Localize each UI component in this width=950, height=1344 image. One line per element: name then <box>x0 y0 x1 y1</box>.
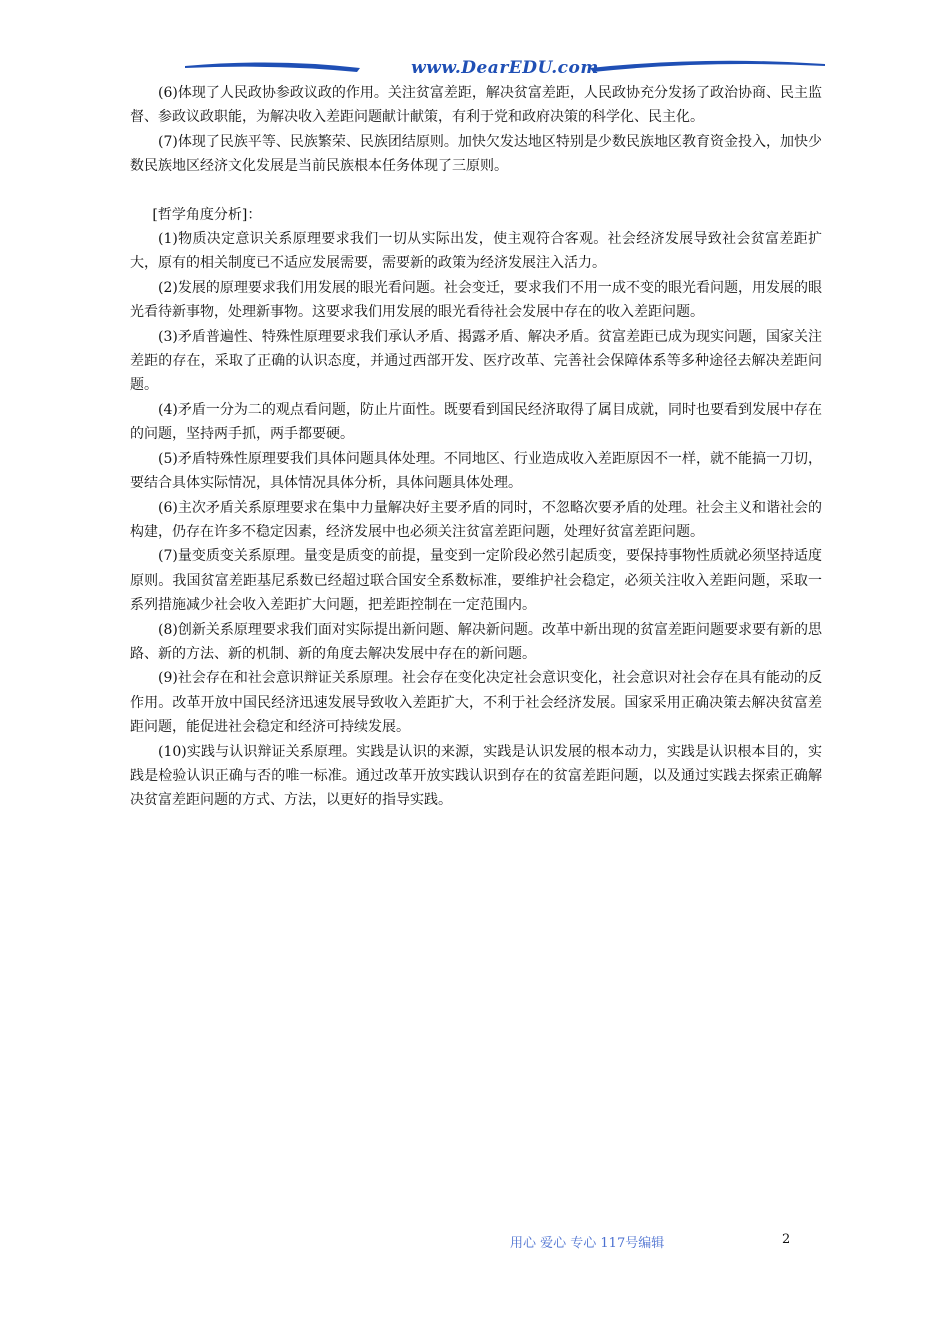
paragraph: (1)物质决定意识关系原理要求我们一切从实际出发，使主观符合客观。社会经济发展导致社会贫富差距扩大，原有的相关制度已不适应发展需要，需要新的政策为经济发展注入活力。 <box>130 231 822 272</box>
paragraph: (3)矛盾普遍性、特殊性原理要求我们承认矛盾、揭露矛盾、解决矛盾。贫富差距已成为现实问题，国家关注差距的存在，采取了正确的认识态度，并通过西部开发、医疗改革、完善社会保障体系等多种途径去解决差距问题。 <box>130 328 822 394</box>
paragraph: (9)社会存在和社会意识辩证关系原理。社会存在变化决定社会意识变化，社会意识对社会存在具有能动的反作用。改革开放中国民经济迅速发展导致收入差距扩大，不利于社会经济发展。国家采用正确决策去解决贫富差距问题，能促进社会稳定和经济可持续发展。 <box>130 670 822 736</box>
paragraph: (6)体现了人民政协参政议政的作用。关注贫富差距，解决贫富差距，人民政协充分发扬了政治协商、民主监督、参政议政职能，为解决收入差距问题献计献策，有利于党和政府决策的科学化、民主化。 <box>130 85 822 126</box>
paragraph: (6)主次矛盾关系原理要求在集中力量解决好主要矛盾的同时，不忽略次要矛盾的处理。社会主义和谐社会的构建，仍存在许多不稳定因素，经济发展中也必须关注贫富差距问题，处理好贫富差距问题。 <box>130 499 822 540</box>
logo-text: www.DearEDU.com <box>411 58 599 78</box>
paragraph: (4)矛盾一分为二的观点看问题，防止片面性。既要看到国民经济取得了属目成就，同时也要看到发展中存在的问题，坚持两手抓，两手都要硬。 <box>130 401 822 443</box>
section-heading: [哲学角度分析]： <box>152 206 262 223</box>
paragraph: (7)体现了民族平等、民族繁荣、民族团结原则。加快欠发达地区特别是少数民族地区教育资金投入，加快少数民族地区经济文化发展是当前民族根本任务体现了三原则。 <box>130 133 822 175</box>
page-number: 2 <box>782 1232 791 1247</box>
paragraph: (8)创新关系原理要求我们面对实际提出新问题、解决新问题。改革中新出现的贫富差距问题要求要有新的思路、新的方法、新的机制、新的角度去解决发展中存在的新问题。 <box>130 621 822 662</box>
paragraph: (7)量变质变关系原理。量变是质变的前提，量变到一定阶段必然引起质变，要保持事物性质就必须坚持适度原则。我国贫富差距基尼系数已经超过联合国安全系数标准，要维护社会稳定，必须关注收入差距问题，采取一系列措施减少社会收入差距扩大问题，把差距控制在一定范围内。 <box>130 548 822 614</box>
footer-note: 用心 爱心 专心 117号编辑 <box>510 1236 665 1251</box>
header-logo <box>185 54 825 84</box>
paragraph: (10)实践与认识辩证关系原理。实践是认识的来源，实践是认识发展的根本动力，实践是认识根本目的，实践是检验认识正确与否的唯一标准。通过改革开放实践认识到存在的贫富差距问题，以及通过实践去探索正确解决贫富差距问题的方式、方法，以更好的指导实践。 <box>130 743 822 809</box>
blank-line <box>130 179 822 203</box>
paragraph: (2)发展的原理要求我们用发展的眼光看问题。社会变迁，要求我们不用一成不变的眼光看问题，用发展的眼光看待新事物，处理新事物。这要求我们用发展的眼光看待社会发展中存在的收入差距问题。 <box>130 279 822 321</box>
paragraph: (5)矛盾特殊性原理要我们具体问题具体处理。不同地区、行业造成收入差距原因不一样，就不能搞一刀切，要结合具体实际情况，具体情况具体分析，具体问题具体处理。 <box>130 450 822 492</box>
body-text <box>130 81 822 813</box>
